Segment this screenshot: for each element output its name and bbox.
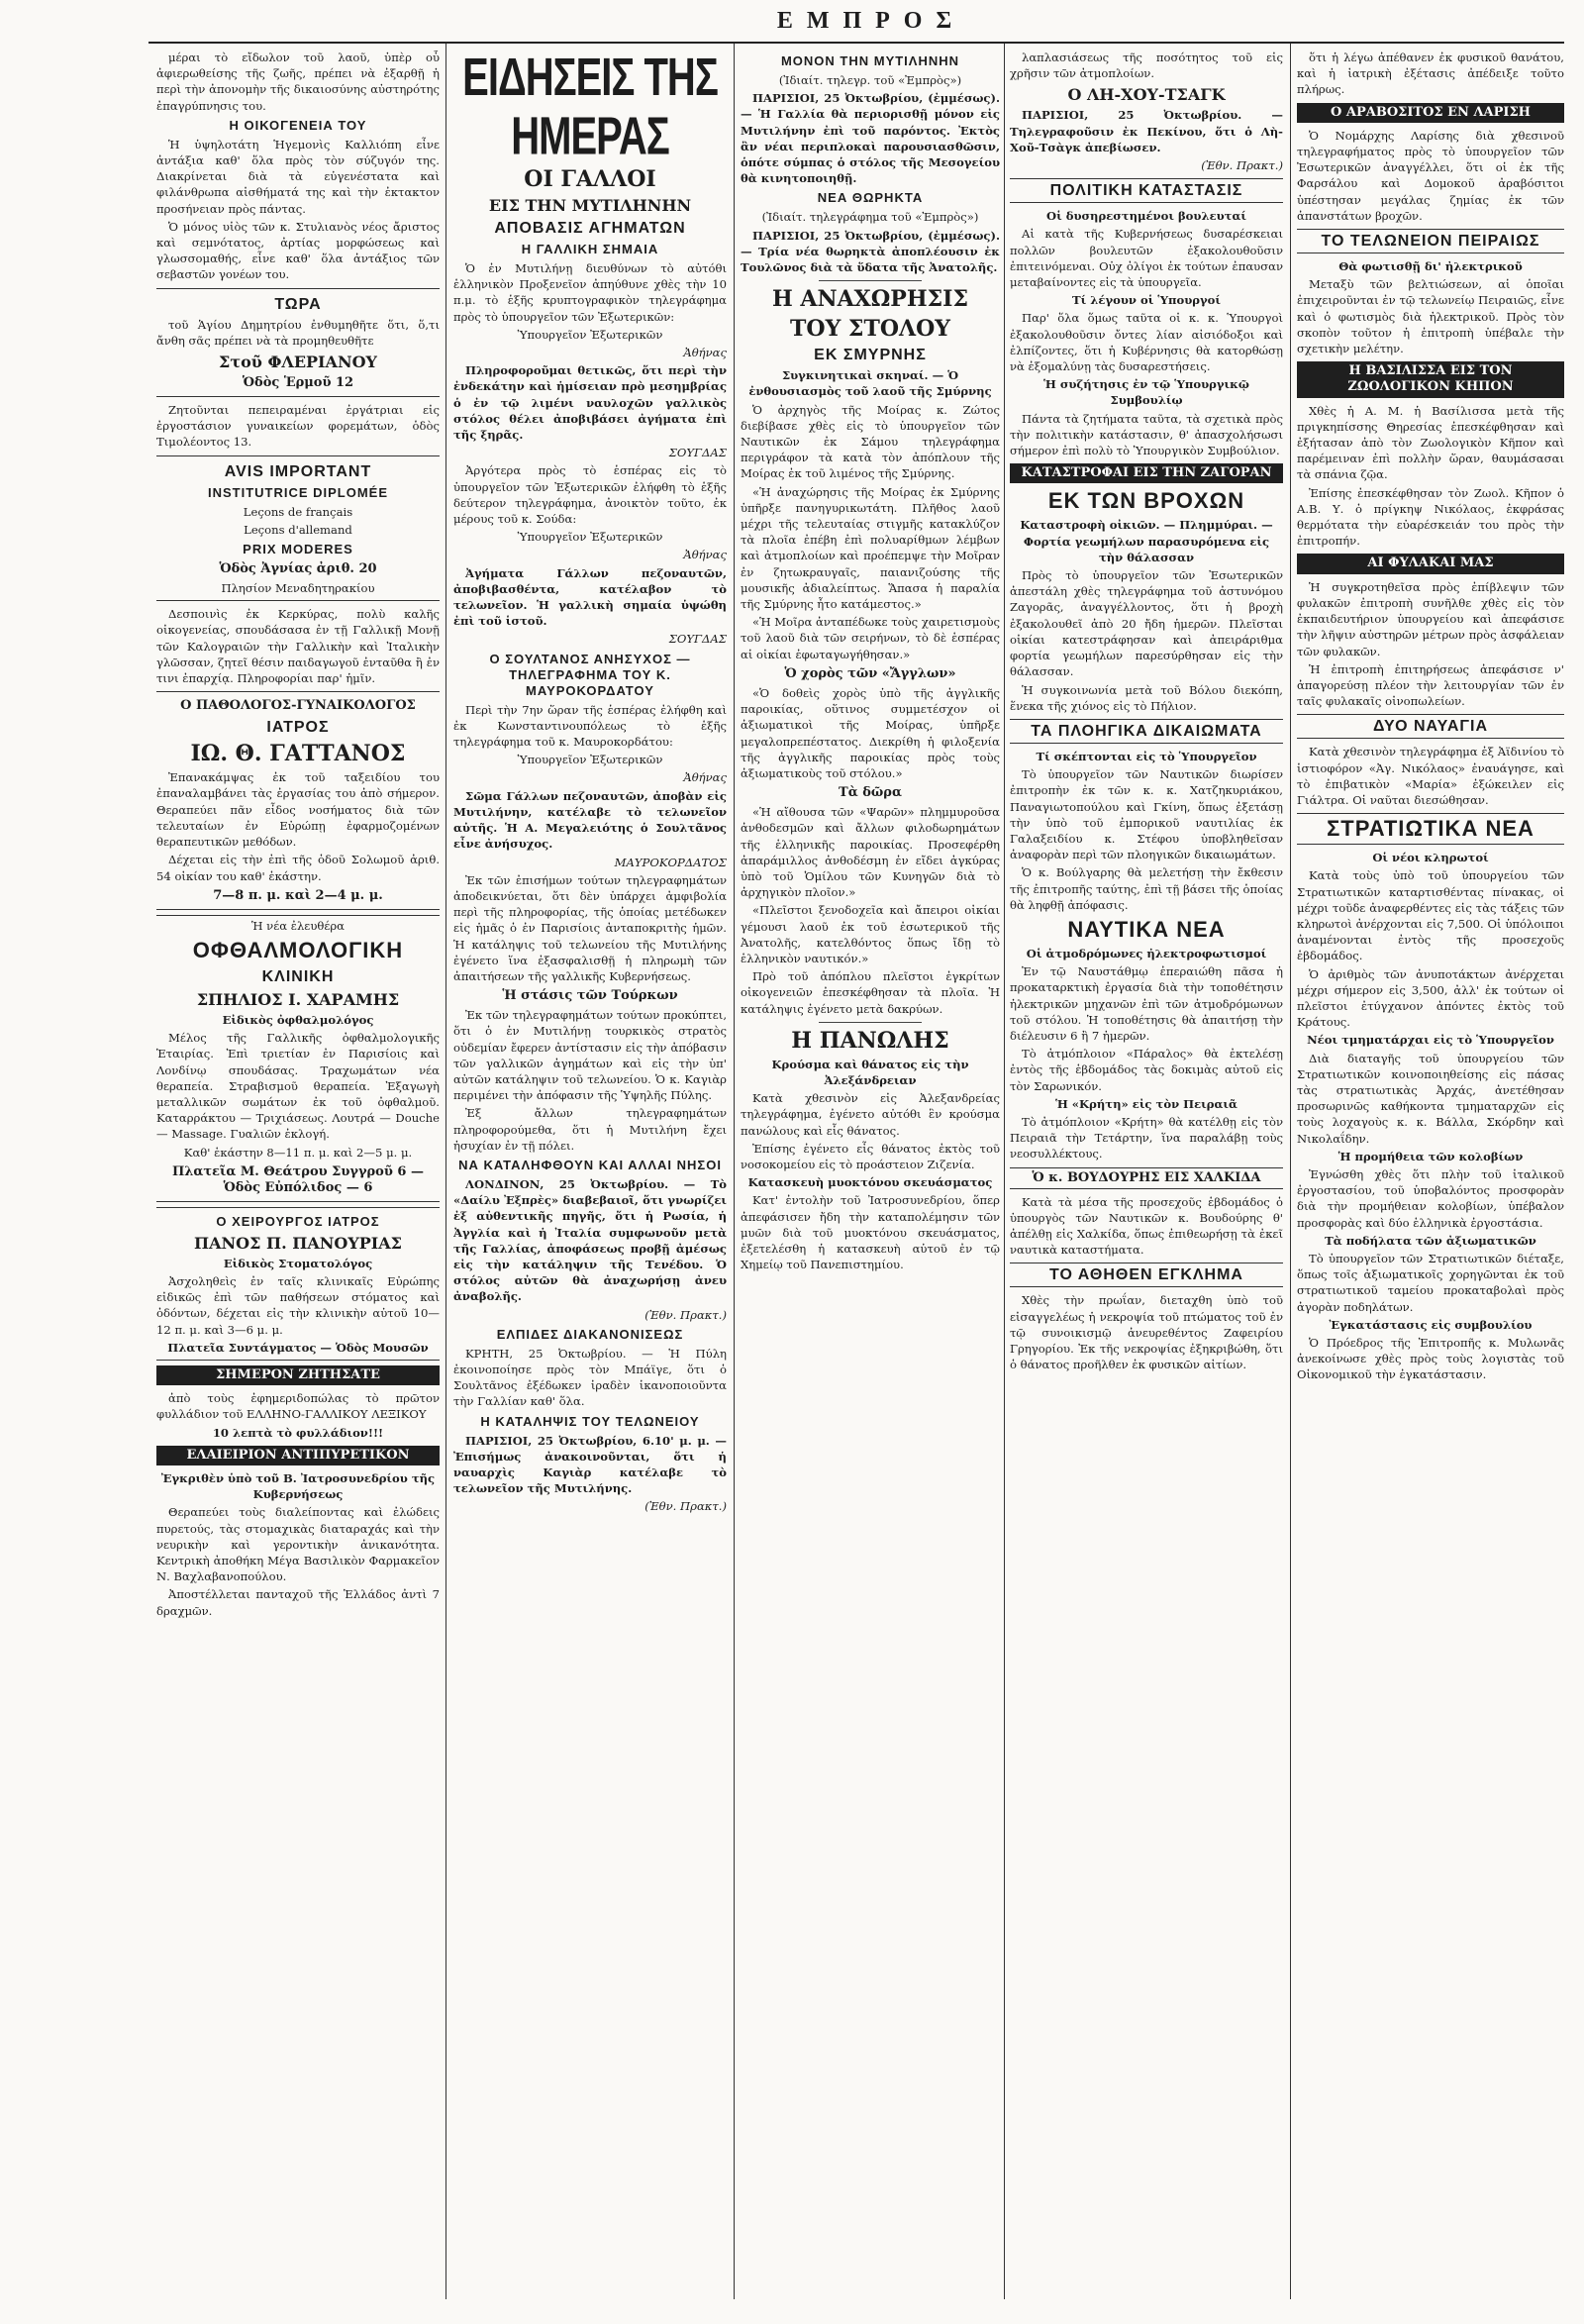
article-text: Χθὲς ἡ Α. Μ. ἡ Βασίλισσα μετὰ τῆς πριγκηπίσσης Θηρεσίας ἐπεσκέφθησαν καὶ ἐξήτασαν ἀπὸ τὸν Ζωολογικὸν Κῆπον καὶ παρέμειναν ἐπὶ πολλὴν ὥραν, θαυμάσασαι τὰ σπάνια ζῷα. bbox=[1297, 403, 1564, 482]
column-5 bbox=[1297, 50, 1564, 2299]
article-deck: Νέοι τμηματάρχαι εἰς τὸ Ὑπουργεῖον bbox=[1307, 1033, 1554, 1048]
article-subheadline: Ὁ κ. ΒΟΥΔΟΥΡΗΣ ΕΙΣ ΧΑΛΚΙΔΑ bbox=[1010, 1167, 1283, 1189]
article-subheadline: Ἡ στάσις τῶν Τούρκων bbox=[502, 988, 678, 1004]
ad-hours: Καθ' ἑκάστην 8—11 π. μ. καὶ 2—5 μ. μ. bbox=[183, 1145, 413, 1160]
article-headline: ΟΙ ΓΑΛΛΟΙ bbox=[524, 166, 656, 192]
ad-text: ἀπὸ τοὺς ἐφημεριδοπώλας τὸ πρῶτον φυλλάδιον τοῦ ΕΛΛΗΝΟ-ΓΑΛΛΙΚΟΥ ΛΕΞΙΚΟΥ bbox=[156, 1391, 440, 1422]
telegram-address: Ὑπουργεῖον Ἐξωτερικῶν bbox=[517, 753, 663, 767]
ad-text: Ἀσχοληθεὶς ἐν ταῖς κλινικαῖς Εὐρώπης εἰδικῶς ἐπὶ τῶν παθήσεων στόματος καὶ ὀδόντων, δέχεται εἰς τὴν κλινικὴν αὐτοῦ 10—12 π. μ. καὶ 3—6 μ. μ. bbox=[156, 1273, 440, 1337]
article-text: Ἐγνώσθη χθὲς ὅτι πλὴν τοῦ ἰταλικοῦ ἐργοστασίου, τοῦ ὑποβαλόντος προσφορὰν διὰ τὴν προμήθειαν κολοβίων, ὑπέβαλον προσφορὰς καὶ δύο ἑλληνικὰ ἐργοστάσια. bbox=[1297, 1166, 1564, 1230]
article-deck: Τί σκέπτονται εἰς τὸ Ὑπουργεῖον bbox=[1036, 749, 1257, 763]
article-text: Ἐν τῷ Ναυστάθμῳ ἐπεραιώθη πᾶσα ἡ προκαταρκτικὴ ἐργασία διὰ τὴν τοποθέτησιν ἠλεκτρικῶν μηχανῶν ἐπὶ τῶν ἀτμοδρόμωνων τοῦ στόλου. Ἡ τοποθέτησις θὰ ἀπαιτήσῃ τὴν διέλευσιν 6 ἢ 7 ἡμερῶν. bbox=[1010, 964, 1283, 1043]
news-source: (Ἰδιαίτ. τηλεγράφημα τοῦ «Ἐμπρὸς») bbox=[761, 210, 979, 225]
divider bbox=[819, 280, 923, 281]
news-source: (Ἰδιαίτ. τηλεγρ. τοῦ «Ἐμπρὸς») bbox=[778, 73, 962, 87]
article-deck: Τὰ ποδήλατα τῶν ἀξιωματικῶν bbox=[1325, 1233, 1536, 1248]
article-subheadline: Η ΚΑΤΑΛΗΨΙΣ ΤΟΥ ΤΕΛΩΝΕΙΟΥ bbox=[480, 1413, 700, 1429]
ad-text: Πλησίον Μεναδητηρακίου bbox=[221, 581, 375, 596]
article-text: Ἀργότερα πρὸς τὸ ἑσπέρας εἰς τὸ ὑπουργεῖον τῶν Ἐξωτερικῶν ἐλήφθη τὸ ἑξῆς δεύτερον τηλεγράφημα, ἀνοικτὸν τοῦτο, ἐκ μέρους τοῦ κ. Σούδα: bbox=[453, 463, 727, 527]
article-text: Διὰ διαταγῆς τοῦ ὑπουργείου τῶν Στρατιωτικῶν κοινοποιηθείσης εἰς πάσας τὰς στρατιωτικὰς Ἀρχάς, ἀνετέθησαν προσωρινῶς καθήκοντα τμηματαρχῶν εἰς τοὺς λοχαγοὺς κ. κ. Βάλλα, Σκόρδην καὶ Νικολαΐδην. bbox=[1297, 1051, 1564, 1146]
article-text: ΠΑΡΙΣΙΟΙ, 25 Ὀκτωβρίου, (ἐμμέσως). — Ἡ Γαλλία θὰ περιορισθῇ μόνον εἰς Μυτιλήνην ἐπὶ τοῦ παρόντος. Ἐκτὸς ἂν νέαι περιπλοκαὶ παρουσιασθῶσιν, ὁπότε σύμπας ὁ στόλος τῆς Μεσογείου θὰ κινητοποιηθῇ. bbox=[741, 91, 1000, 186]
ad-heading: Ο ΧΕΙΡΟΥΡΓΟΣ ΙΑΤΡΟΣ bbox=[216, 1213, 380, 1229]
telegram-text: Πληροφοροῦμαι θετικῶς, ὅτι περὶ τὴν ἐνδεκάτην καὶ ἡμίσειαν πρὸ μεσημβρίας ὁ ἐν τῷ λιμένι ναυλοχῶν γαλλικὸς στόλος θέλει ἀποβιβάσει ἀγήματα ἐπὶ τῆς ξηρᾶς. bbox=[453, 363, 727, 443]
article-text: «Ἡ ἀναχώρησις τῆς Μοίρας ἐκ Σμύρνης ὑπῆρξε πανηγυρικωτάτη. Πλῆθος λαοῦ μέχρι τῆς τελευταίας στιγμῆς κατακλύζον τὰ πλοῖα ἐπέβη ἐπὶ πολυαρίθμων λέμβων καὶ ἀτμοπλοίων καὶ προέπεμψε τὴν Μοῖραν ἐν ζητωκραυγαῖς, παιανιζούσης τῆς μουσικῆς ἀδιαλείπτως. Ἅπασα ἡ παραλία τῆς Σμύρνης ἦτο κατάμεστος.» bbox=[741, 484, 1000, 612]
top-rule bbox=[148, 42, 1564, 44]
advertisement bbox=[156, 288, 440, 397]
ad-heading: Ο ΠΑΘΟΛΟΓΟΣ-ΓΥΝΑΙΚΟΛΟΓΟΣ bbox=[180, 698, 416, 714]
article-headline: Η ΠΑΝΩΛΗΣ bbox=[791, 1027, 949, 1054]
telegram-signature: ΣΟΥΓΔΑΣ bbox=[668, 446, 727, 460]
article-deck: Κρούσμα καὶ θάνατος εἰς τὴν Ἀλεξάνδρειαν bbox=[771, 1057, 969, 1087]
ad-heading: ΚΛΙΝΙΚΗ bbox=[261, 967, 335, 985]
ad-text: τοῦ Ἁγίου Δημητρίου ἐνθυμηθῆτε ὅτι, ὅ,τι ἄνθη σᾶς πρέπει νὰ τὰ προμηθευθῆτε bbox=[156, 317, 440, 348]
article-text: Ὁ ἐν Μυτιλήνῃ διευθύνων τὸ αὐτόθι ἑλληνικὸν Προξενεῖον ἀπηύθυνε χθὲς τὴν 10 π.μ. τὸ ἑξῆς κρυπτογραφικὸν τηλεγράφημα πρὸς τὸ ὑπουργεῖον τῶν Ἐξωτερικῶν: bbox=[453, 261, 727, 324]
article-text: Ὁ κ. Βούλγαρης θὰ μελετήσῃ τὴν ἔκθεσιν τῆς ἐπιτροπῆς ταύτης, ἐπὶ τῇ βάσει τῆς ὁποίας θὰ ληφθῇ ἀπόφασις. bbox=[1010, 865, 1283, 912]
article-text: «Ὁ δοθεὶς χορὸς ὑπὸ τῆς ἀγγλικῆς παροικίας, οὕτινος συμμετέσχον οἱ ἀξιωματικοὶ τῆς Μοίρας, ὑπῆρξε μεγαλοπρεπέστατος. Διεκρίθη ἡ φιλοξενία τῆς ἀγγλικῆς παροικίας πρὸς τοὺς ἀξιωματικοὺς τοῦ στόλου.» bbox=[741, 685, 1000, 780]
article-deck: Κατασκευὴ μυοκτόνου σκευάσματος bbox=[747, 1175, 993, 1190]
telegram-text: Σῶμα Γάλλων πεζοναυτῶν, ἀποβὰν εἰς Μυτιλήνην, κατέλαβε τὸ τελωνεῖον αὐτῆς. Ἡ Α. Μεγαλειότης ὁ Σουλτᾶνος εἶνε ἀνήσυχος. bbox=[453, 788, 727, 852]
article-banner: Η ΒΑΣΙΛΙΣΣΑ ΕΙΣ ΤΟΝ ΖΩΟΛΟΓΙΚΟΝ ΚΗΠΟΝ bbox=[1297, 361, 1564, 397]
column-rule bbox=[1004, 44, 1005, 2299]
article-deck: Τί λέγουν οἱ Ὑπουργοί bbox=[1072, 293, 1221, 308]
article-text: Ἐκ τῶν ἐπισήμων τούτων τηλεγραφημάτων ἀποδεικνύεται, ὅτι δὲν ὑπάρχει ἀμφιβολία περὶ τῆς πληροφορίας, τῆς ὁποίας μετέδωκεν εἰς ἡμᾶς ὁ ἐν Παρισίοις ἀνταποκριτὴς ἡμῶν. Ἡ κατάληψις τοῦ τελωνείου τῆς Μυτιλήνης ἐγένετο ἵνα ἐξασφαλισθῇ ἡ πληρωμὴ τῶν ἀπαιτήσεων τῆς γαλλικῆς Κυβερνήσεως. bbox=[453, 872, 727, 983]
column-rule bbox=[1290, 44, 1291, 2299]
article-text: ΛΟΝΔΙΝΟΝ, 25 Ὀκτωβρίου. — Τὸ «Δαίλυ Ἐξπρὲς» διαβεβαιοῖ, ὅτι γνωρίζει ἐξ αὐθεντικῆς πηγῆς, ὅτι ἡ Ρωσία, ἡ Ἀγγλία καὶ ἡ Ἰταλία συμφωνοῦν μετὰ τῆς Γαλλίας, ἀποφάσεως προβῇ ἀμέσως εἰς τὴν κατάληψιν τῆς Τενέδου. Ὁ στόλος αὐτῶν θὰ ἀναχωρήσῃ ἀνευ ἀναβολῆς. bbox=[453, 1176, 727, 1304]
article-headline: Ο ΛΗ-ΧΟΥ-ΤΣΑΓΚ bbox=[1067, 85, 1226, 105]
ad-text: Θεραπεύει τοὺς διαλείποντας καὶ ἐλώδεις πυρετούς, τὰς στομαχικὰς διαταραχάς καὶ τὴν νευρικὴν καὶ γεροντικὴν ἀνικανότητα. Κεντρικὴ ἀποθήκη Μέγα Βασιλικὸν Φαρμακεῖον Ν. Βαχλαβανοπούλου. bbox=[156, 1505, 440, 1584]
article-text: λαπλασιάσεως τῆς ποσότητος τοῦ εἰς χρῆσιν τῶν ἀτμοπλοίων. bbox=[1010, 51, 1283, 81]
column-1 bbox=[156, 50, 440, 2299]
ad-banner: ΣΗΜΕΡΟΝ ΖΗΤΗΣΑΤΕ bbox=[156, 1365, 440, 1385]
article-subheadline: ΝΕΑ ΘΩΡΗΚΤΑ bbox=[817, 190, 924, 206]
telegram-signature: ΣΟΥΓΔΑΣ bbox=[668, 632, 727, 647]
article-headline: ΤΟΥ ΣΤΟΛΟΥ bbox=[790, 316, 950, 343]
ad-text: Leçons d'allemand bbox=[244, 522, 352, 537]
article-text: Ἐκ τῶν τηλεγραφημάτων τούτων προκύπτει, ὅτι ὁ ἐν Μυτιλήνῃ τουρκικὸς στρατὸς οὐδεμίαν ἔφερεν ἀντίστασιν εἰς τὴν ἀπόβασιν τῶν γαλλικῶν ἀγημάτων καὶ εἰς τὴν ὑπ' αὐτῶν κατάληψιν τοῦ τελωνείου. Ὁ κ. Καγιὰρ περιμένει τὴν ἀπόφασιν τῆς Ὑψηλῆς Πύλης. bbox=[453, 1008, 727, 1103]
article-deck: Οἱ ἀτμοδρόμωνες ἠλεκτροφωτισμοί bbox=[1026, 946, 1267, 960]
telegram-text: Ἀγήματα Γάλλων πεζοναυτῶν, ἀποβιβασθέντα, κατέλαβον τὸ τελωνεῖον. Ἡ γαλλικὴ σημαία ὑψώθη ἐπὶ τοῦ ἱστοῦ. bbox=[453, 565, 727, 629]
ad-address: Πλατεῖα Μ. Θεάτρου Συγγροῦ 6 — Ὁδὸς Εὐπόλιδος — 6 bbox=[172, 1163, 424, 1195]
ad-text: Leçons de français bbox=[243, 504, 353, 519]
ad-heading: ΤΩΡΑ bbox=[274, 295, 322, 313]
article-subheadline: ΑΠΟΒΑΣΙΣ ΑΓΗΜΑΤΩΝ bbox=[494, 220, 686, 237]
ad-address: Ὁδὸς Ἀγνίας ἀριθ. 20 bbox=[219, 561, 377, 577]
article-text: Ἐπίσης ἐγένετο εἷς θάνατος ἐκτὸς τοῦ νοσοκομείου εἰς τὸ προάστειον Ζιζενία. bbox=[741, 1141, 1000, 1171]
ad-heading: AVIS IMPORTANT bbox=[224, 462, 372, 480]
ad-subheading: PRIX MODERES bbox=[243, 542, 353, 557]
article-subheadline: Ο ΣΟΥΛΤΑΝΟΣ ΑΝΗΣΥΧΟΣ — ΤΗΛΕΓΡΑΦΗΜΑ ΤΟΥ Κ. ΜΑΥΡΟΚΟΡΔΑΤΟΥ bbox=[489, 651, 691, 698]
column-3 bbox=[741, 50, 1000, 2299]
advertisement bbox=[156, 691, 440, 909]
article-subheadline: ΝΑ ΚΑΤΑΛΗΦΘΟΥΝ ΚΑΙ ΑΛΛΑΙ ΝΗΣΟΙ bbox=[458, 1157, 722, 1172]
ad-subheading: INSTITUTRICE DIPLOMÉE bbox=[207, 484, 389, 500]
telegram-signature: ΜΑΥΡΟΚΟΡΔΑΤΟΣ bbox=[614, 855, 727, 869]
article-banner: ΚΑΤΑΣΤΡΟΦΑΙ ΕΙΣ ΤΗΝ ΖΑΓΟΡΑΝ bbox=[1010, 463, 1283, 483]
article-text: Πρὸ τοῦ ἀπόπλου πλεῖστοι ἐγκρίτων οἰκογενειῶν ἐπεσκέφθησαν τὰ πλοῖα. Ἡ κατάληψις ἐγένετο μετὰ δακρύων. bbox=[741, 969, 1000, 1016]
article-headline: ΤΟ ΑΘΗΘΕΝ ΕΓΚΛΗΜΑ bbox=[1010, 1263, 1283, 1287]
article-text: ΠΑΡΙΣΙΟΙ, 25 Ὀκτωβρίου, 6.10' μ. μ. — Ἐπισήμως ἀνακοινοῦνται, ὅτι ἡ ναυαρχὶς Καγιὰρ κατέλαβε τὸ τελωνεῖον τῆς Μυτιλήνης. bbox=[453, 1433, 727, 1496]
article-deck: Οἱ δυσηρεστημένοι βουλευταί bbox=[1045, 209, 1247, 224]
ad-address: Πλατεῖα Συντάγματος — Ὁδὸς Μουσῶν bbox=[167, 1340, 429, 1355]
article-text: Ἡ ὑψηλοτάτη Ἡγεμονὶς Καλλιόπη εἶνε ἀντάξια καθ' ὅλα πρὸς τὸν σύζυγόν της. Διακρίνεται διὰ τὰ εὐγενέστατα καὶ φιλάνθρωπα αἰσθήματά της καὶ τὴν ἐκτακτον προσήνειαν πρὸς πάντας. bbox=[156, 137, 440, 216]
article-text: Πάντα τὰ ζητήματα ταῦτα, τὰ σχετικὰ πρὸς τὴν πολιτικὴν κατάστασιν, θ' ἀπασχολήσωσι σήμερον ἐπὶ πολὺ τὸ Ὑπουργικὸν Συμβούλιον. bbox=[1010, 411, 1283, 458]
article-text: Κατὰ χθεσινὸν εἰς Ἀλεξανδρείας τηλεγράφημα, ἐγένετο αὐτόθι ἓν κρούσμα πανώλους καὶ εἷς θάνατος. bbox=[741, 1091, 1000, 1138]
ad-text: Ἐπανακάμψας ἐκ τοῦ ταξειδίου του ἐπαναλαμβάνει τὰς ἐργασίας του ἀπὸ σήμερον. Θεραπεύει πᾶν εἶδος νοσήματος διὰ τῶν τελευταίων ἐν Εὐρώπῃ ἐφαρμοζομένων θεραπευτικῶν μεθόδων. bbox=[156, 770, 440, 850]
article-headline: ΤΑ ΠΛΟΗΓΙΚΑ ΔΙΚΑΙΩΜΑΤΑ bbox=[1010, 719, 1283, 744]
ad-heading: ΠΑΝΟΣ Π. ΠΑΝΟΥΡΙΑΣ bbox=[194, 1233, 402, 1253]
article-headline: ΕΙΣ ΤΗΝ ΜΥΤΙΛΗΝΗΝ bbox=[488, 196, 692, 215]
article-text: «Ἡ αἴθουσα τῶν «Ψαρῶν» πλημμυροῦσα ἀνθοδεσμῶν καὶ ἄλλων φιλοδωρημάτων τῆς ἑλληνικῆς παροικίας. Προσεφέρθη ἀπαράμιλλος ἀνθοδέσμη ἐν εἴδει ἀγκύρας ὑπὸ τοῦ Ὁμίλου τῶν Κυνηγῶν διὰ τὸ ἀρχηγικὸν πλοῖον.» bbox=[741, 805, 1000, 900]
article-headline: ΣΤΡΑΤΙΩΤΙΚΑ ΝΕΑ bbox=[1297, 813, 1564, 845]
advertisement bbox=[156, 915, 440, 1202]
article-deck: Ἡ προμήθεια τῶν κολοβίων bbox=[1337, 1149, 1524, 1163]
article-text: «Ἡ Μοῖρα ἀνταπέδωκε τοὺς χαιρετισμοὺς τοῦ λαοῦ διὰ τῶν σειρήνων, τὸ δὲ ἑσπέρας αἱ οἰκίαι ἐφωταγωγήθησαν.» bbox=[741, 615, 1000, 661]
telegram-city: Ἀθήνας bbox=[683, 346, 727, 360]
article-text: Τὸ ἀτμόπλοιον «Πάραλος» θὰ ἐκτελέσῃ ἐντὸς τῆς ἑβδομάδος τὰς δοκιμὰς αὐτοῦ εἰς τὸν Σαρωνικόν. bbox=[1010, 1047, 1283, 1093]
article-subheadline: ΜΟΝΟΝ ΤΗΝ ΜΥΤΙΛΗΝΗΝ bbox=[780, 53, 960, 68]
news-source: (Ἐθν. Πρακτ.) bbox=[644, 1307, 727, 1322]
article-deck: Θὰ φωτισθῇ δι' ἠλεκτρικοῦ bbox=[1338, 259, 1523, 274]
ad-heading: ΙΑΤΡΟΣ bbox=[266, 719, 330, 737]
article-text: Τὸ ἀτμόπλοιον «Κρήτη» θὰ κατέλθῃ εἰς τὸν Πειραιᾶ τὴν Τετάρτην, ἵνα παραλάβῃ τοὺς νεοσυλλέκτους. bbox=[1010, 1114, 1283, 1162]
article-subheadline: ΕΚ ΣΜΥΡΝΗΣ bbox=[814, 347, 927, 364]
section-heading: Η ΟΙΚΟΓΕΝΕΙΑ ΤΟΥ bbox=[229, 117, 367, 133]
ad-text: 10 λεπτὰ τὸ φυλλάδιον!!! bbox=[212, 1425, 384, 1440]
article-headline: ΠΟΛΙΤΙΚΗ ΚΑΤΑΣΤΑΣΙΣ bbox=[1010, 178, 1283, 203]
article-text: Χθὲς τὴν πρωΐαν, διεταχθη ὑπὸ τοῦ εἰσαγγελέως ἡ νεκροψία τοῦ πτώματος τοῦ ἐν τῷ συνοικισμῷ ἀνευρεθέντος Ζαφειρίου Γρηγορίου. Ἐκ τῆς νεκροψίας ἐξηκριβώθη, ὅτι ὁ θάνατος προῆλθεν ἐκ φυσικῶν αἰτίων. bbox=[1010, 1293, 1283, 1372]
article-text: Ὁ Πρόεδρος τῆς Ἐπιτροπῆς κ. Μυλωνᾶς ἀνεκοίνωσε χθὲς πρὸς τοὺς λογιστὰς τοῦ Οἰκονομικοῦ τὴν ἐγκατάστασιν. bbox=[1297, 1336, 1564, 1382]
masthead: ΕΜΠΡΟΣ bbox=[776, 8, 966, 34]
article-text: Τὸ ὑπουργεῖον τῶν Στρατιωτικῶν διέταξε, ὅπως τοῖς ἀξιωματικοῖς χορηγῶνται ἐκ τοῦ στρατιωτικοῦ ταμείου προκαταβολαὶ πρὸς ἀγορὰν ποδηλάτων. bbox=[1297, 1252, 1564, 1314]
news-source: (Ἐθν. Πρακτ.) bbox=[644, 1499, 727, 1514]
article-deck: Ἡ «Κρήτη» εἰς τὸν Πειραιᾶ bbox=[1055, 1096, 1238, 1111]
article-text: Ὁ ἀριθμὸς τῶν ἀνυποτάκτων ἀνέρχεται μέχρι σήμερον εἰς 3,500, ἀλλ' ἐκ τούτων οἱ πλεῖστοι ἐτύγχανον ἀπόντες ἐκτὸς τοῦ Κράτους. bbox=[1297, 966, 1564, 1030]
article-text: Ἡ συγκροτηθεῖσα πρὸς ἐπίβλεψιν τῶν φυλακῶν ἐπιτροπὴ συνῆλθε χθὲς εἰς τὸν ἐκπαιδευτήριον ὑπουργείου καὶ ἀπεφάσισε τὴν λῆψιν αὐστηρῶν μέτρων πρὸς ἀσφάλειαν τῶν φυλακῶν. bbox=[1297, 579, 1564, 658]
article-headline: ΤΟ ΤΕΛΩΝΕΙΟΝ ΠΕΙΡΑΙΩΣ bbox=[1297, 229, 1564, 253]
article-text: Κατ' ἐντολὴν τοῦ Ἰατροσυνεδρίου, ὅπερ ἀπεφάσισεν ἤδη τὴν καταπολέμησιν τῶν μυῶν διὰ τοῦ μυοκτόνου σκευάσματος, ἐξετελέσθη ἡ κατασκευὴ αὐτοῦ ἐν τῷ Χημείῳ τοῦ Πανεπιστημίου. bbox=[741, 1193, 1000, 1272]
telegram-city: Ἀθήνας bbox=[683, 548, 727, 562]
article-text: ΠΑΡΙΣΙΟΙ, 25 Ὀκτωβρίου, (ἐμμέσως). — Τρία νέα θωρηκτὰ ἀποπλέουσιν ἐκ Τουλῶνος διὰ τὰ ὕδατα τῆς Ἀνατολῆς. bbox=[741, 228, 1000, 275]
column-2 bbox=[453, 50, 727, 2299]
divider bbox=[819, 1022, 923, 1023]
ad-banner: ΕΛΑΙΕΙΡΙΟΝ ΑΝΤΙΠΥΡΕΤΙΚΟΝ bbox=[156, 1446, 440, 1465]
article-subheadline: Η ΓΑΛΛΙΚΗ ΣΗΜΑΙΑ bbox=[521, 242, 659, 256]
article-text: Κατὰ χθεσινὸν τηλεγράφημα ἐξ Ἀϊδινίου τὸ ἱστιοφόρον «Ἀγ. Νικόλαος» ἐναυάγησε, καὶ τὸ ἐπιβατικὸν «Μαρία» ἐξώκειλεν εἰς Γιάλτρα. Οἱ ναῦται διεσώθησαν. bbox=[1297, 745, 1564, 807]
article-headline: ΕΚ ΤΩΝ ΒΡΟΧΩΝ bbox=[1047, 488, 1245, 514]
article-text: Αἱ κατὰ τῆς Κυβερνήσεως δυσαρέσκειαι πολλῶν βουλευτῶν ἐξακολουθοῦσιν ἐπιτεινόμεναι. Οὐχ ὀλίγοι ἐκ τούτων ἐπαυσαν μεταβαίνοντες εἰς τὰ ὑπουργεῖα. bbox=[1010, 227, 1283, 290]
advertisement bbox=[156, 455, 440, 602]
article-text: ὅτι ἡ λέγω ἀπέθανεν ἐκ φυσικοῦ θανάτου, καὶ ἡ ἰατρικὴ ἐξέτασις ἀπέδειξε τοῦτο πλήρως. bbox=[1297, 51, 1564, 97]
telegram-address: Ὑπουργεῖον Ἐξωτερικῶν bbox=[517, 530, 663, 545]
article-deck: Ἐγκατάστασις εἰς συμβουλίου bbox=[1329, 1317, 1533, 1332]
ad-heading: Στοῦ ΦΛΕΡΙΑΝΟΥ bbox=[219, 353, 377, 372]
ad-text: Μέλος τῆς Γαλλικῆς ὀφθαλμολογικῆς Ἑταιρίας. Ἐπὶ τριετίαν ἐν Παρισίοις καὶ Λονδίνῳ σπουδάσας. Τραχωμάτων νέα θεραπεία. Στραβισμοῦ θεραπεία. Ἐξαγωγὴ μεταλλικῶν σωμάτων ἐκ τοῦ ὀφθαλμοῦ. Καταρράκτου — Τριχιάσεως. Λουτρά — Douche — Massage. Γυαλιῶν ἐκλογή. bbox=[156, 1031, 440, 1142]
ad-text: Ἐγκριθὲν ὑπὸ τοῦ Β. Ἰατροσυνεδρίου τῆς Κυβερνήσεως bbox=[160, 1470, 436, 1502]
article-text: Ἡ ἐπιτροπὴ ἐπιτηρήσεως ἀπεφάσισε ν' ἀπαγορεύσῃ πλέον τὴν λειτουργίαν τῶν ἐν ταῖς φυλακαῖς οἰνοπωλείων. bbox=[1297, 661, 1564, 709]
page-headline: ΕΙΔΗΣΕΙΣ ΤΗΣ ΗΜΕΡΑΣ bbox=[462, 50, 718, 166]
article-subheadline: Ὁ χορὸς τῶν «Ἄγγλων» bbox=[784, 665, 956, 681]
article-text: ΠΑΡΙΣΙΟΙ, 25 Ὀκτωβρίου. — Τηλεγραφοῦσιν ἐκ Πεκίνου, ὅτι ὁ Λὴ-Χοῦ-Τσὰγκ ἀπεβίωσεν. bbox=[1010, 108, 1283, 154]
news-source: (Ἐθν. Πρακτ.) bbox=[1201, 158, 1283, 173]
article-deck: Συγκινητικαὶ σκηναί. — Ὁ ἐνθουσιασμὸς τοῦ λαοῦ τῆς Σμύρνης bbox=[748, 368, 992, 399]
telegram-city: Ἀθήνας bbox=[683, 770, 727, 785]
article-banner: Ο ΑΡΑΒΟΣΙΤΟΣ ΕΝ ΛΑΡΙΣΗ bbox=[1297, 103, 1564, 123]
article-subheadline: Τὰ δῶρα bbox=[839, 785, 902, 801]
article-deck: Οἱ νέοι κληρωτοί bbox=[1372, 851, 1489, 865]
article-text: ΚΡΗΤΗ, 25 Ὀκτωβρίου. — Ἡ Πύλη ἐκοινοποίησε πρὸς τὸν Μπάϊγε, ὅτι ὁ Σουλτᾶνος ἐξέδωκεν ἰραδὲν ἱκανοποιοῦντα τὴν Γαλλίαν καθ' ὅλα. bbox=[453, 1346, 727, 1409]
column-rule bbox=[734, 44, 735, 2299]
article-subheadline: ΕΛΠΙΔΕΣ ΔΙΑΚΑΝΟΝΙΣΕΩΣ bbox=[496, 1326, 684, 1342]
ad-text: Ἀποστέλλεται πανταχοῦ τῆς Ἑλλάδος ἀντὶ 7 δραχμῶν. bbox=[156, 1587, 440, 1618]
ad-address: Ὁδὸς Ἑρμοῦ 12 bbox=[242, 375, 354, 391]
ad-text: Εἰδικὸς ὀφθαλμολόγος bbox=[222, 1012, 374, 1027]
column-4 bbox=[1010, 50, 1283, 2299]
article-text: Περὶ τὴν 7ην ὥραν τῆς ἑσπέρας ἐλήφθη καὶ ἐκ Κωνσταντινουπόλεως τὸ ἑξῆς τηλεγράφημα τοῦ κ. Μαυροκορδάτου: bbox=[453, 702, 727, 750]
article-headline: ΔΥΟ ΝΑΥΑΓΙΑ bbox=[1297, 714, 1564, 739]
ad-heading: ΣΠΗΛΙΟΣ Ι. ΧΑΡΑΜΗΣ bbox=[196, 989, 400, 1009]
article-text: Πρὸς τὸ ὑπουργεῖον τῶν Ἐσωτερικῶν ἀπεστάλη χθὲς τηλεγράφημα τοῦ ἀστυνόμου Ζαγορᾶς, ἀναγγέλλοντος, ὅτι ἡ βροχὴ ἐξακολουθεῖ ἀπὸ 20 ἤδη ἡμερῶν. Πλεῖσται οἰκίαι κατεστράφησαν καὶ ἀπειράριθμα φορτία γεωμήλων παρεσύρθησαν εἰς τὴν θάλασσαν. bbox=[1010, 568, 1283, 679]
ad-text: Δεσποινὶς ἐκ Κερκύρας, πολὺ καλῆς οἰκογενείας, σπουδάσασα ἐν τῇ Γαλλικῇ Μονῇ τῶν Καλογραιῶν τὴν Γαλλικὴν καὶ Ἰταλικὴν γλῶσσαν, ζητεῖ θέσιν παιδαγωγοῦ ἐνταῦθα ἢ ἐν τινι ἐπαρχίᾳ. Πληροφορίαι παρ' ἡμῖν. bbox=[156, 607, 440, 686]
article-text: «Πλεῖστοι ξενοδοχεῖα καὶ ἄπειροι οἰκίαι γέμουσι λαοῦ ἐκ τοῦ ἐσωτερικοῦ τῆς Ἀνατολῆς, κατελθόντος ὅπως ἴδῃ τὸ ἑλληνικὸν ναυτικόν.» bbox=[741, 903, 1000, 965]
article-text: Ὁ μόνος υἱὸς τῶν κ. Στυλιανὸς νέος ἄριστος καὶ σεμνότατος, ἀρτίας μορφώσεως καὶ γλωσσομαθής, εἶνε καθ' ὅλα ἀντάξιος τῶν σεβαστῶν γονέων του. bbox=[156, 219, 440, 282]
article-text: Ἡ συγκοινωνία μετὰ τοῦ Βόλου διεκόπη, ἕνεκα τῆς χιόνος εἰς τὸ Πήλιον. bbox=[1010, 682, 1283, 713]
article-text: Κατὰ τοὺς ὑπὸ τοῦ ὑπουργείου τῶν Στρατιωτικῶν καταρτισθέντας πίνακας, οἱ μέχρι τοῦδε ἀναφερθέντες εἰς τὰς τάξεις τῶν κληρωτοὶ ἀνέρχονται εἰς 7,500. Οἱ ὑπόλοιποι ἀναμένονται ἐντὸς τῆς προσεχοῦς ἑβδομάδος. bbox=[1297, 868, 1564, 963]
ad-heading: ΙΩ. Θ. ΓΑΤΤΑΝΟΣ bbox=[190, 741, 406, 767]
article-banner: ΑΙ ΦΥΛΑΚΑΙ ΜΑΣ bbox=[1297, 554, 1564, 573]
article-text: Ἐξ ἄλλων τηλεγραφημάτων πληροφορούμεθα, ὅτι ἡ Μυτιλήνη ἔχει ἡσυχίαν ἐν τῇ πόλει. bbox=[453, 1106, 727, 1153]
ad-text: Δέχεται εἰς τὴν ἐπὶ τῆς ὁδοῦ Σολωμοῦ ἀριθ. 54 οἰκίαν του καθ' ἑκάστην. bbox=[156, 853, 440, 883]
telegram-address: Ὑπουργεῖον Ἐξωτερικῶν bbox=[517, 327, 663, 342]
advertisement bbox=[156, 1207, 440, 1361]
ad-text: Ἡ νέα ἐλευθέρα bbox=[250, 918, 345, 933]
article-text: Μεταξὺ τῶν βελτιώσεων, αἱ ὁποῖαι ἐπιχειροῦνται ἐν τῷ τελωνείῳ Πειραιῶς, εἶνε καὶ ὁ φωτισμὸς διὰ ἠλεκτρικοῦ. Πρὸς τὸν σκοπὸν τοῦτον ἡ ἐπιτροπὴ ὑπέβαλε τὴν σχετικὴν μελέτην. bbox=[1297, 277, 1564, 356]
article-text: Ὁ ἀρχηγὸς τῆς Μοίρας κ. Ζώτος διεβίβασε χθὲς εἰς τὸ ὑπουργεῖον τῶν Ναυτικῶν ἐκ Σάμου τηλεγράφημα περιγράφον τὰ κατὰ τὸν ἀπόπλουν τῆς Μοίρας ἐκ τοῦ λιμένος τῆς Σμύρνης. bbox=[741, 402, 1000, 481]
ad-heading: ΟΦΘΑΛΜΟΛΟΓΙΚΗ bbox=[192, 937, 404, 962]
article-text: Παρ' ὅλα ὅμως ταῦτα οἱ κ. κ. Ὑπουργοὶ ἐξακολουθοῦσιν ὄντες λίαν αἰσιόδοξοι καὶ ἐλπίζοντες, ὅτι ἡ Κυβέρνησις θὰ κατορθώσῃ νὰ ἐξομαλύνῃ τὰς δυσαρεστήσεις. bbox=[1010, 311, 1283, 374]
article-text: Ὁ Νομάρχης Λαρίσης διὰ χθεσινοῦ τηλεγραφήματος πρὸς τὸ ὑπουργεῖον τῶν Ἐσωτερικῶν ἀναγγέλλει, ὅτι οἱ ἐκ τῆς Φαρσάλου καὶ Δομοκοῦ ἀραβόσιτοι ὑπέστησαν μεγάλας ζημίας ἐκ τῶν ἀπανστάτων βροχῶν. bbox=[1297, 128, 1564, 223]
article-text: Ἐπίσης ἐπεσκέφθησαν τὸν Ζωολ. Κῆπον ὁ Α.Β. Υ. ὁ πρίγκηψ Νικόλαος, ἐκφράσας θερμότατα τὴν εὐαρέσκειάν του πρὸς τὴν ἐπιτροπήν. bbox=[1297, 485, 1564, 549]
ad-text: Ζητοῦνται πεπειραμέναι ἐργάτριαι εἰς ἐργοστάσιον γυναικείων φορεμάτων, ὁδὸς Τιμολέοντος 13. bbox=[156, 403, 440, 450]
article-deck: Καταστροφὴ οἰκιῶν. — Πλημμύραι. — Φορτία γεωμήλων παρασυρόμενα εἰς τὴν θάλασσαν bbox=[1020, 518, 1273, 564]
article-headline: Η ΑΝΑΧΩΡΗΣΙΣ bbox=[771, 286, 969, 313]
article-deck: Ἡ συζήτησις ἐν τῷ Ὑπουργικῷ Συμβουλίῳ bbox=[1043, 377, 1249, 408]
article-text: Κατὰ τὰ μέσα τῆς προσεχοῦς ἑβδομάδος ὁ ὑπουργὸς τῶν Ναυτικῶν κ. Βουδούρης θ' ἀπέλθῃ εἰς Χαλκίδα, ὅπως ἐπιθεωρήσῃ τὰ ἐκεῖ ναυτικὰ καταστήματα. bbox=[1010, 1194, 1283, 1258]
article-text: μέραι τὸ εἴδωλον τοῦ λαοῦ, ὑπὲρ οὗ ἀφιερωθείσης τῆς ζωῆς, πρέπει νὰ ἐξαρθῇ ἡ περὶ τὴν ἀπονομὴν τῆς δικαιοσύνης αὐστηρότης ἐπαγρύπνησις του. bbox=[156, 51, 440, 113]
article-headline: ΝΑΥΤΙΚΑ ΝΕΑ bbox=[1067, 916, 1226, 942]
article-text: Τὸ ὑπουργεῖον τῶν Ναυτικῶν διωρίσεν ἐπιτροπὴν ἐκ τῶν κ. κ. Χατζηκυριάκου, Παναγιωτοπούλου καὶ Γκίνη, ὅπως ἐξετάσῃ τὴν ὑπὸ τοῦ ἐμπορικοῦ ναυτιλίας ἐκ Γαλαξειδίου κ. Στέφου ὑποβληθεῖσαν ἀναφορὰν περὶ τῶν πλοηγικῶν δικαιωμάτων. bbox=[1010, 767, 1283, 862]
ad-text: Εἰδικὸς Στοματολόγος bbox=[223, 1256, 373, 1270]
ad-hours: 7—8 π. μ. καὶ 2—4 μ. μ. bbox=[213, 887, 383, 903]
